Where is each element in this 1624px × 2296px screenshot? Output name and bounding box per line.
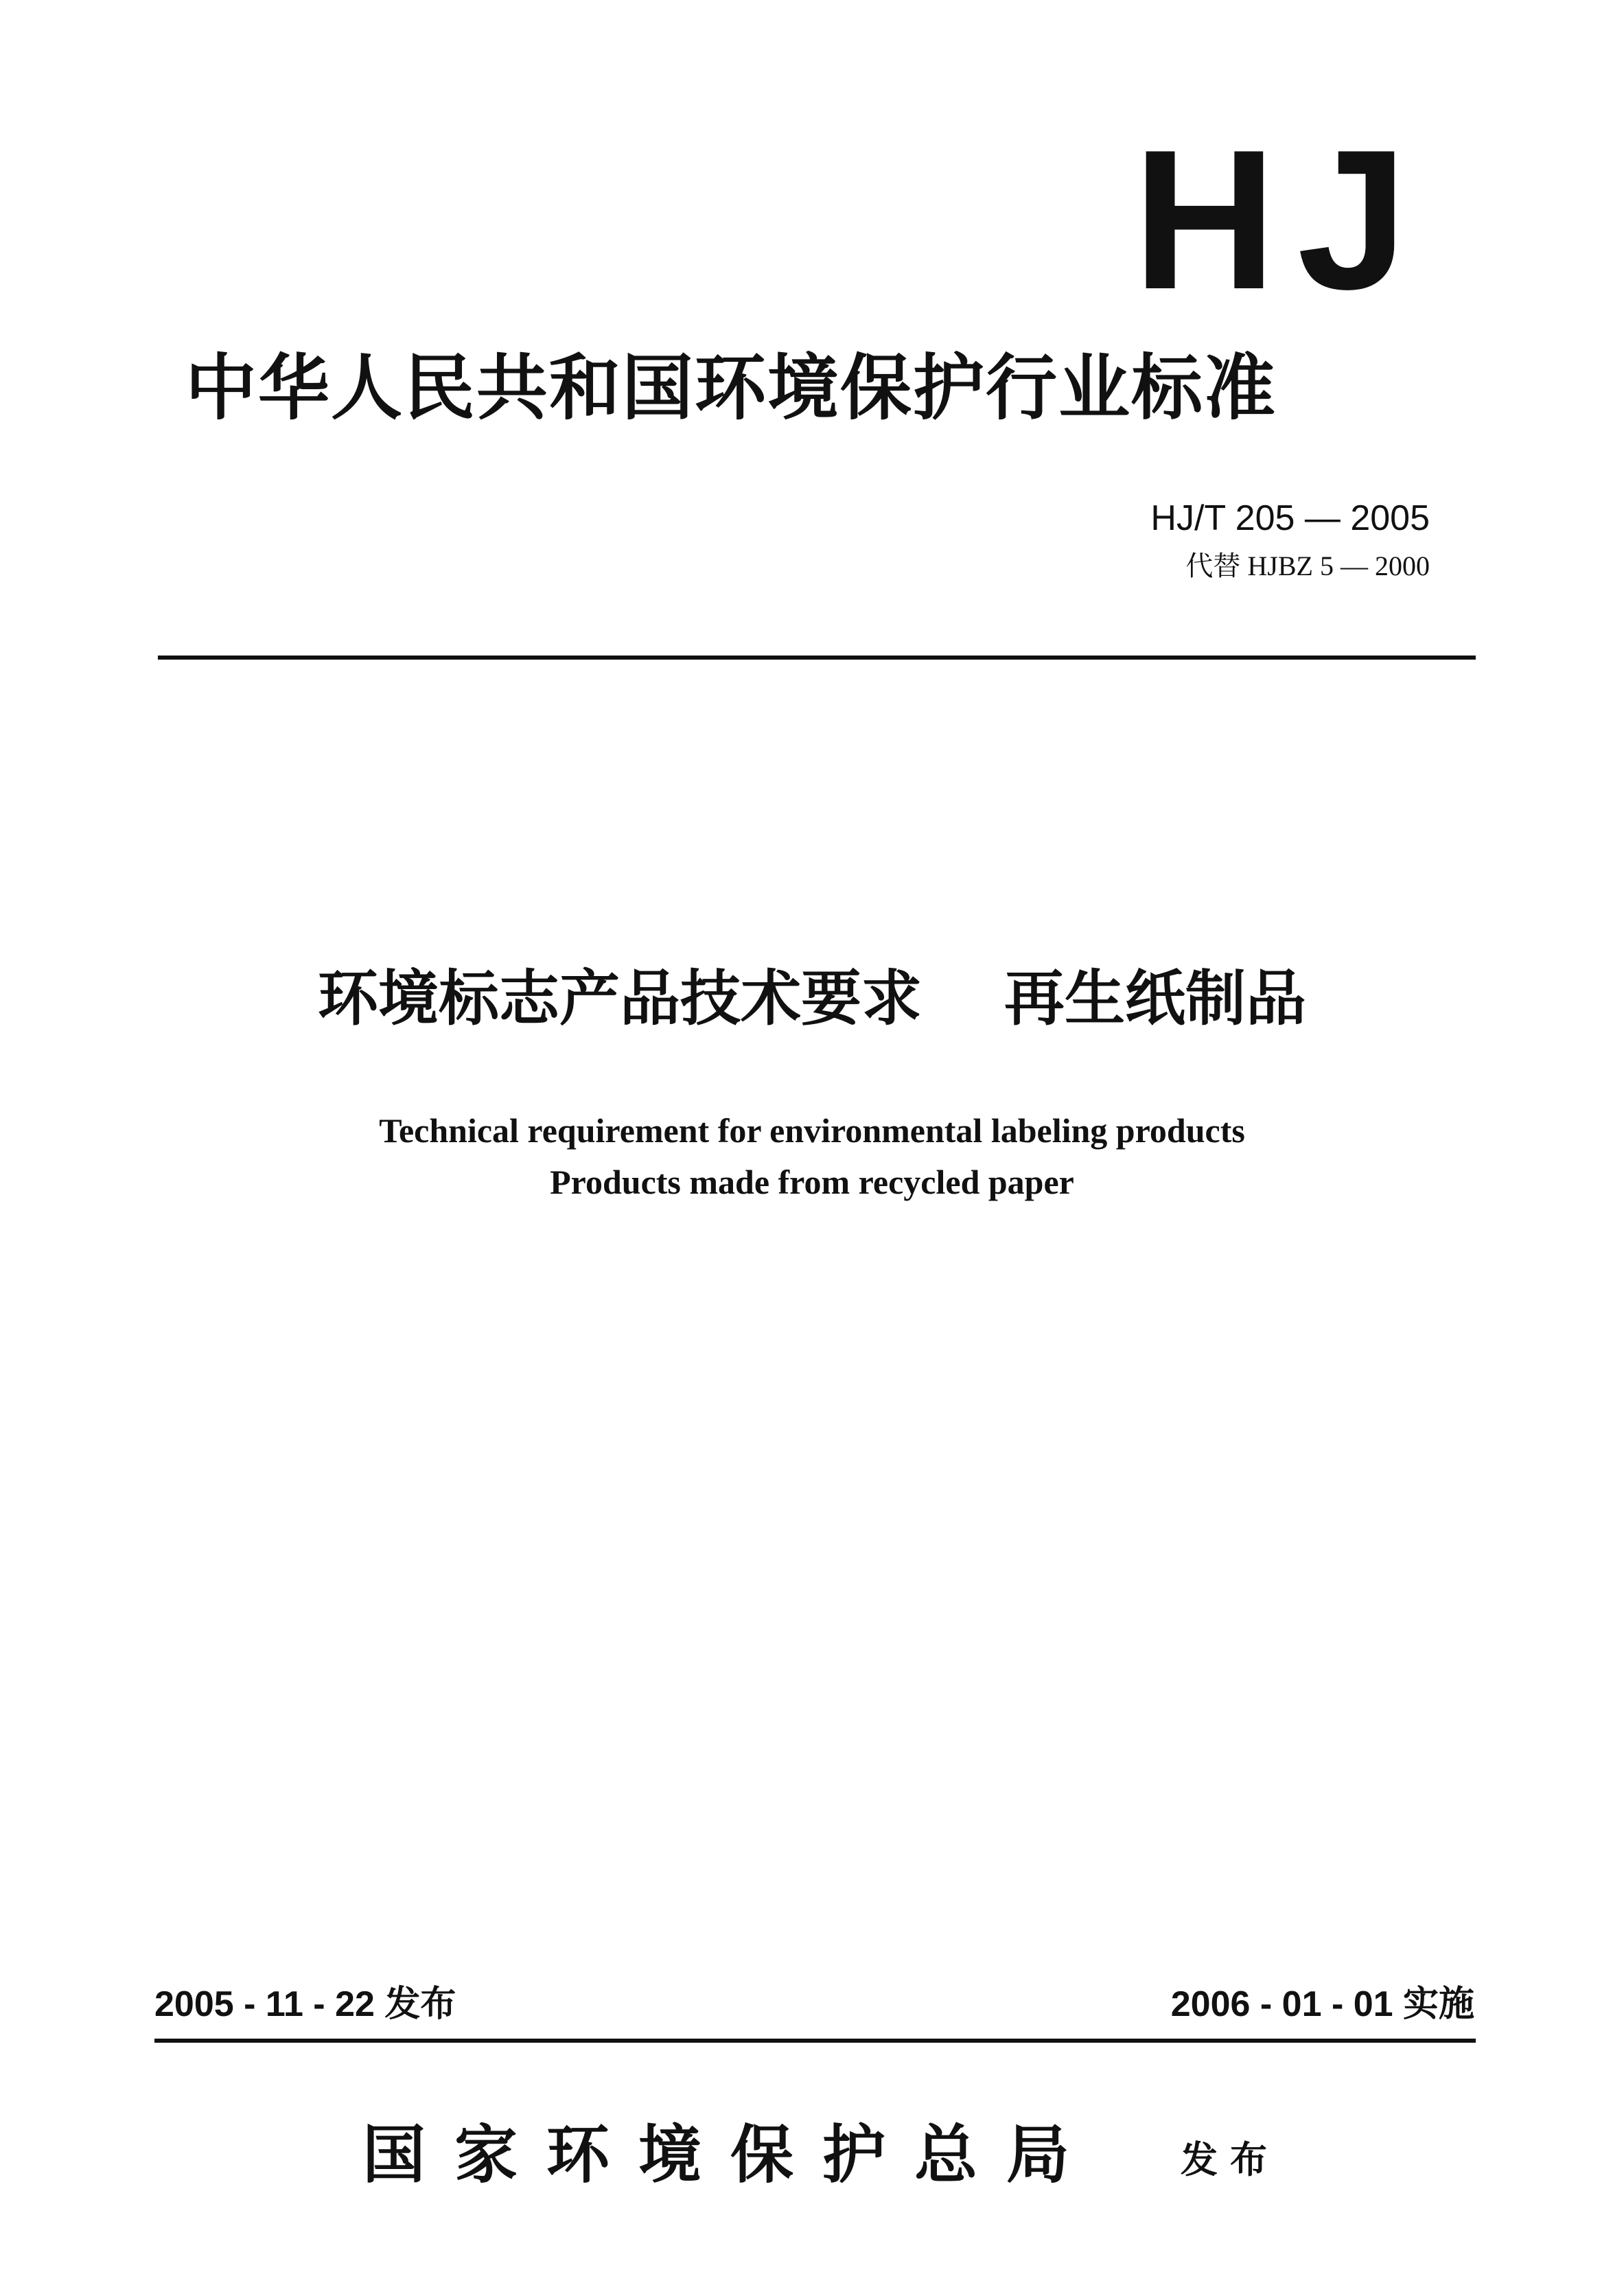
issue-date: 2005 - 11 - 22 发布: [154, 1984, 456, 2024]
title-en-line2: Products made from recycled paper: [550, 1163, 1074, 1201]
standard-number: HJ/T 205 — 2005: [1150, 498, 1430, 538]
title-en-line1: Technical requirement for environmental labeling products: [379, 1111, 1245, 1150]
org-title: 中华人民共和国环境保护行业标准: [185, 346, 1277, 430]
replaces-standard: 代替 HJBZ 5 — 2000: [1185, 550, 1430, 581]
document-title-cn: [0, 961, 1624, 1036]
publisher-name: 国家环境保护总局: [362, 2118, 1099, 2192]
implementation-date: 2006 - 01 - 01 实施: [1170, 1984, 1474, 2024]
title-cn-part2: 再生纸制品: [1004, 963, 1307, 1034]
document-title-en: [0, 1105, 1624, 1208]
publish-label: 发布: [1181, 2138, 1279, 2181]
hj-logo: HJ: [1133, 108, 1428, 331]
top-divider: [158, 656, 1476, 660]
bottom-divider: [154, 2039, 1476, 2043]
title-cn-part1: 环境标志产品技术要求: [317, 963, 922, 1034]
